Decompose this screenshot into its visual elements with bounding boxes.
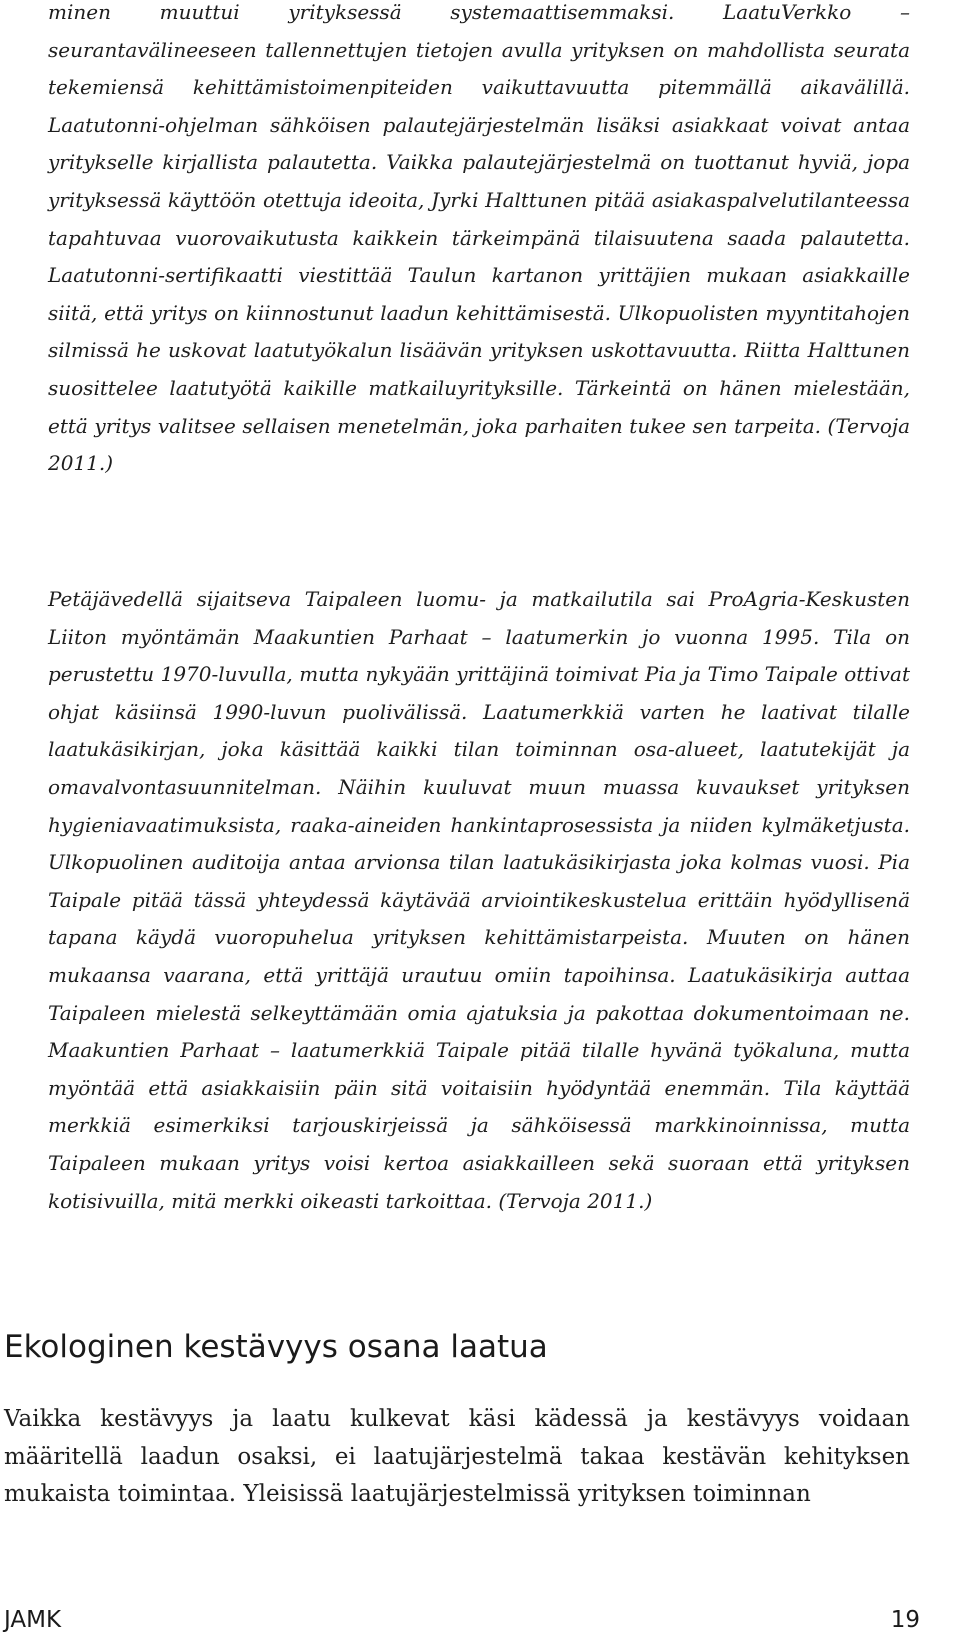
case-study-paragraph-taipale: Petäjävedellä sijaitseva Taipaleen luomu- ja matkailutila sai ProAgria-Keskusten Liiton myöntämän Maakuntien Parhaat – laatumerkin jo vuonna 1995. Tila on perustettu 1970-luvulla, mutta nykyään yrittäjinä toimivat Pia ja Timo Taipale ottivat ohjat käsiinsä 1990-luvun puolivälissä. Laatumerkkiä varten he laativat tilalle laatukäsikirjan, joka käsittää kaikki tilan toiminnan osa-alueet, laatutekijät ja omavalvontasuunnitelman. Näihin kuuluvat muun muassa kuvaukset yrityksen hygieniavaatimuksista, raaka-aineiden hankintaprosessista ja niiden kylmäketjusta. Ulkopuolinen auditoija antaa arvionsa tilan laatukäsikirjasta joka kolmas vuosi. Pia Taipale pitää tässä yhteydessä käytävää arviointikeskustelua erittäin hyödyllisenä tapana käydä vuoropuhelua yrityksen kehittämistarpeista. Muuten on hänen mukaansa vaarana, että yrittäjä urautuu omiin tapoihinsa. Laatukäsikirja auttaa Taipaleen mielestä selkeyttämään omia ajatuksia ja pakottaa dokumentoimaan ne. Maakuntien Parhaat – laatumerkkiä Taipale pitää tilalle hyvänä työkaluna, mutta myöntää että asiakkaisiin päin sitä voitaisiin hyödyntää enemmän. Tila käyttää merkkiä esimerkiksi tarjouskirjeissä ja sähköisessä markkinoinnissa, mutta Taipaleen mukaan yritys voisi kertoa asiakkailleen sekä suoraan että yrityksen kotisivuilla, mitä merkki oikeasti tarkoittaa. (Tervoja 2011.) [48,587,910,1213]
section-heading: Ekologinen kestävyys osana laatua [4,1329,548,1365]
footer-publisher: JAMK [4,1607,62,1633]
case-study-paragraph-taulun-kartano: minen muuttui yrityksessä systemaattisemmaksi. LaatuVerkko – seurantavälineeseen tallennettujen tietojen avulla yrityksen on mahdollista seurata tekemiensä kehittämistoimenpiteiden vaikuttavuutta pitemmällä aikavälillä. Laatutonni-ohjelman sähköisen palautejärjestelmän lisäksi asiakkaat voivat antaa yritykselle kirjallista palautetta. Vaikka palautejärjestelmä on tuottanut hyviä, jopa yrityksessä käyttöön otettuja ideoita, Jyrki Halttunen pitää asiakaspalvelutilanteessa tapahtuvaa vuorovaikutusta kaikkein tärkeimpänä tilaisuutena saada palautetta. Laatutonni-sertifikaatti viestittää Taulun kartanon yrittäjien mukaan asiakkaille siitä, että yritys on kiinnostunut laadun kehittämisestä. Ulkopuolisten myyntitahojen silmissä he uskovat laatutyökalun lisäävän yrityksen uskottavuutta. Riitta Halttunen suosittelee laatutyötä kaikille matkailuyrityksille. Tärkeintä on hänen mielestään, että yritys valitsee sellaisen menetelmän, joka parhaiten tukee sen tarpeita. (Tervoja 2011.) [48,0,910,476]
section-body-paragraph: Vaikka kestävyys ja laatu kulkevat käsi kädessä ja kestävyys voidaan määritellä laadun osaksi, ei laatujärjestelmä takaa kestävän kehityksen mukaista toimintaa. Yleisissä laatujärjestelmissä yrityksen toiminnan [4,1406,910,1507]
footer-page-number: 19 [890,1607,920,1633]
